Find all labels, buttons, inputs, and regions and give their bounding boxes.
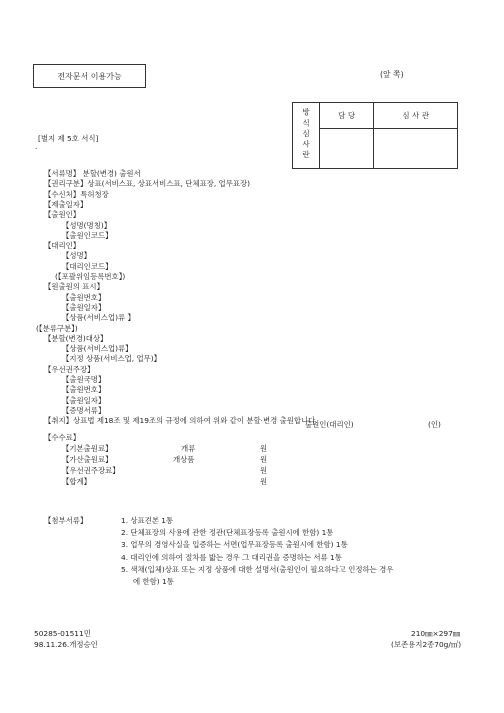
form-line: 【원출원의 표시】: [44, 282, 104, 292]
signature-seal: (인): [428, 420, 441, 429]
attachment-item-5-continued: 에 한함) 1통: [133, 577, 174, 586]
fee-label: 【가산출원료】: [62, 455, 113, 464]
form-line: 【출원인코드】: [62, 230, 113, 240]
form-line: (【포괄위임등록번호】): [55, 272, 126, 281]
fee-label: 【기본출원료】: [62, 444, 113, 453]
fee-unit: 개상품: [173, 455, 195, 464]
attachment-item: 1. 상표견본 1통: [121, 516, 174, 525]
form-line: 【수신처】특허청장: [44, 189, 109, 199]
form-line: 【출원번호】: [62, 385, 106, 395]
approval-col-staff: 담 당: [320, 103, 374, 129]
attachment-item: 2. 단체표장의 사용에 관한 정관(단체표장등록 출원시에 한함) 1통: [121, 528, 334, 538]
form-line: (【분류구분】): [36, 323, 78, 333]
form-line: 【권리구분】상표(서비스표, 상표서비스표, 단체표장, 업무표장): [44, 179, 250, 189]
fee-label: 【우선권주장료】: [62, 466, 120, 475]
form-line: 【출원인】: [44, 210, 81, 220]
form-reference: [별지 제 5호 서식]: [38, 134, 99, 143]
approval-examiner-cell: [374, 129, 458, 169]
revision-date: 98.11.26.개정승인: [34, 640, 98, 649]
form-line: 【출원국명】: [62, 375, 106, 384]
fee-won: 원: [260, 466, 268, 475]
attachments-title: 【첨부서류】: [44, 516, 88, 525]
form-line: 【취지】상표법 제18조 및 제19조의 규정에 의하여 위와 같이 분할·변경 출원합니다.: [44, 416, 318, 426]
form-line: 【대리인】: [44, 241, 81, 251]
form-line: 【분할(변경)대상】: [44, 333, 108, 343]
form-line: 【증명서류】: [62, 405, 106, 415]
fee-won: 원: [260, 455, 268, 464]
dot-mark: ·: [35, 144, 38, 153]
approval-box: [292, 102, 458, 169]
form-line: 【지정 상품(서비스업, 업무)】: [62, 354, 161, 364]
form-line: 【상품(서비스업)류 】: [62, 313, 135, 323]
fee-won: 원: [260, 444, 268, 453]
approval-col-examiner: 심 사 관: [374, 103, 458, 129]
signature-label: 출원인(대리인): [305, 420, 354, 429]
paper-size: 210㎜×297㎜: [411, 629, 461, 638]
form-line: 【대리인코드】: [62, 261, 113, 271]
attachment-item: 5. 색채(입체)상표 또는 지정 상품에 대한 설명서(출원인이 필요하다고 인정하는 경우: [121, 564, 394, 574]
form-line: 【제출일자】: [44, 199, 88, 209]
form-line: 【우선권주장】: [44, 364, 95, 374]
electronic-document-badge: 전자문서 이용가능: [33, 64, 146, 88]
form-line: 【상품(서비스업)류】: [62, 344, 133, 354]
attachment-item: 3. 업무의 경영사실을 입증하는 서면(업무표장등록 출원시에 한함) 1통: [121, 540, 348, 550]
fee-won: 원: [260, 477, 268, 486]
form-line: 【출원일자】: [62, 395, 106, 405]
paper-spec: (보존용지2종70g/㎡): [391, 640, 462, 649]
form-line: 【출원일자】: [62, 302, 106, 312]
approval-staff-cell: [320, 129, 374, 169]
form-line: 【출원번호】: [62, 292, 106, 302]
fees-title: 【수수료】: [44, 433, 81, 442]
fee-label: 【합계】: [62, 477, 92, 486]
page-side-label: (앞 쪽): [380, 70, 404, 79]
approval-side-label: 방식심사란: [293, 103, 320, 169]
form-line: 【서류명】 분할(변경) 출원서: [44, 169, 141, 178]
form-code: 50285-01511민: [34, 629, 91, 638]
attachment-item: 4. 대리인에 의하여 절차를 밟는 경우 그 대리권을 증명하는 서류 1통: [121, 552, 342, 562]
form-line: 【성명(명칭)】: [62, 220, 112, 230]
form-line: 【성명】: [62, 251, 92, 261]
fee-unit: 개류: [181, 444, 196, 453]
